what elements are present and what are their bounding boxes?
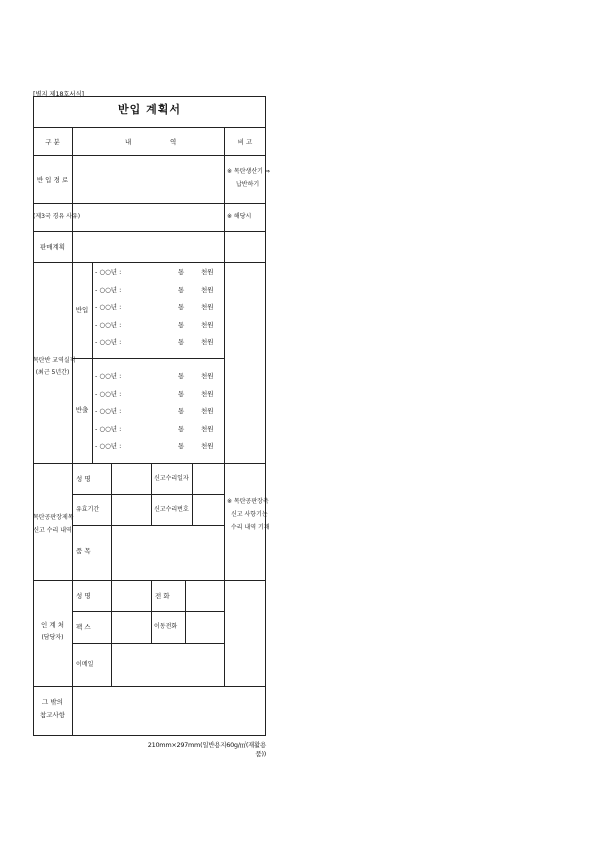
line-report-bottom: [33, 580, 266, 581]
report-note-3: 수리 내역 기재: [231, 524, 270, 531]
report-label-1: 목탄공판장제목: [33, 514, 74, 521]
header-details-a: 내: [125, 138, 132, 146]
line-contact-c: [185, 580, 186, 643]
contact-mobile-label: 이동전화: [154, 623, 178, 630]
contact-label-2: (담당자): [41, 634, 64, 641]
contact-email-label: 이메일: [76, 661, 94, 668]
report-date-label: 신고수리일자: [154, 475, 189, 482]
contact-label-1: 인 계 처: [41, 621, 64, 629]
contact-phone-label: 전 화: [155, 592, 170, 600]
line-contact-row2: [72, 643, 224, 644]
report-period-label: 유효기간: [76, 506, 100, 513]
list-item: - ○○년 : 통 천원: [95, 285, 214, 294]
line-history-sub: [92, 262, 93, 463]
line-import-export-split: [72, 358, 224, 359]
history-label-1: 목탄반 교역실적: [33, 357, 76, 364]
history-label-2: (최근 5년간): [35, 369, 70, 376]
line-contact-bottom: [33, 686, 266, 687]
list-item: - ○○년 : 통 천원: [95, 424, 214, 433]
purpose-note: ※ 해당시: [227, 213, 252, 220]
line-report-row2: [72, 525, 224, 526]
contact-fax-label: 팩 스: [76, 623, 91, 631]
line-contact-row1: [72, 611, 224, 612]
other-label-2: 참고사항: [39, 711, 66, 719]
report-name-label: 성 명: [76, 475, 91, 483]
list-item: - ○○년 : 통 천원: [95, 320, 214, 329]
list-item: - ○○년 : 통 천원: [95, 303, 214, 311]
report-note-1: ※ 목탄공판장측: [227, 498, 269, 505]
route-label: 반 입 경 로: [36, 176, 69, 184]
line-header-bottom: [33, 155, 266, 156]
header-details-b: 역: [170, 138, 177, 146]
list-item: - ○○년 : 통 천원: [95, 407, 214, 415]
export-lines: [95, 372, 223, 460]
line-report-b: [151, 463, 152, 525]
report-label-2: 신고 수리 내역: [33, 527, 72, 534]
line-report-row1: [72, 494, 224, 495]
report-number-label: 신고수리번호: [154, 506, 189, 513]
line-contact-a: [111, 580, 112, 686]
sales-label: 판매계획: [39, 243, 66, 251]
line-purpose-bottom: [33, 231, 266, 232]
report-note-2: 신고 사항기는: [231, 511, 268, 518]
line-contact-b: [151, 580, 152, 643]
report-item-label: 품 목: [76, 547, 91, 555]
header-remarks: 비 고: [237, 138, 253, 146]
import-lines: [95, 268, 223, 356]
route-note-2: 납반하기: [236, 181, 260, 188]
export-label: 반출: [75, 406, 89, 414]
form-title: 반입 계획서: [118, 103, 181, 116]
other-label-1: 그 밖의: [42, 698, 63, 706]
form-reference: [별지 제18호서식]: [33, 90, 84, 98]
list-item: - ○○년 : 통 천원: [95, 372, 214, 380]
list-item: - ○○년 : 통 천원: [95, 338, 214, 346]
paper-spec-footer: 210mm×297mm(일반용지60g/㎡(재활용품)): [147, 741, 266, 758]
header-category: 구 분: [45, 138, 60, 146]
purpose-label: (제3국 경유 사유): [33, 213, 81, 220]
line-report-a: [111, 463, 112, 580]
line-title-bottom: [33, 127, 266, 128]
line-history-bottom: [33, 463, 266, 464]
line-route-bottom: [33, 203, 266, 204]
contact-name-label: 성 명: [76, 592, 91, 600]
list-item: - ○○년 : 통 천원: [95, 442, 214, 450]
list-item: - ○○년 : 통 천원: [95, 268, 214, 276]
line-sales-bottom: [33, 262, 266, 263]
line-report-c: [192, 463, 193, 525]
import-label: 반입: [75, 306, 89, 314]
route-note-1: ※ 목탄생산기 ⇒: [227, 168, 270, 175]
list-item: - ○○년 : 통 천원: [95, 389, 214, 398]
line-col3: [224, 127, 225, 686]
